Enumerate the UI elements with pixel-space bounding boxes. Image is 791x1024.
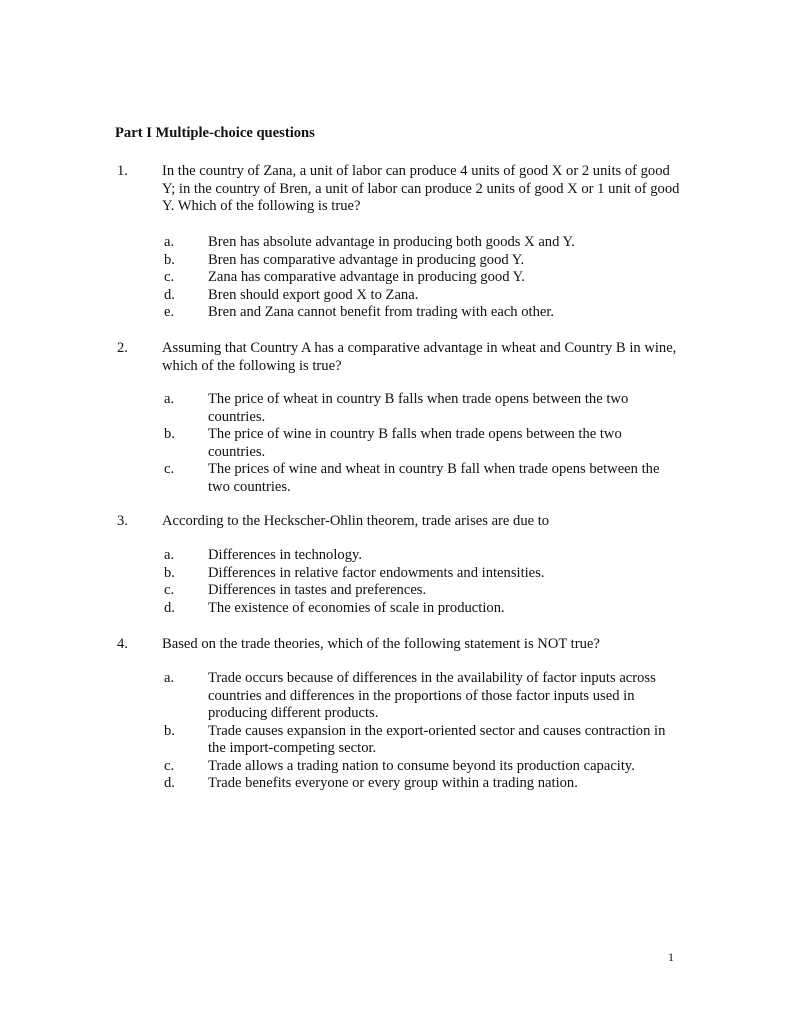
option-letter: a. — [164, 670, 175, 686]
question-text: Assuming that Country A has a comparative advantage in wheat and Country B in wine, which of the following is true? — [162, 340, 677, 374]
question-2-options — [0, 391, 791, 496]
option-text: Zana has comparative advantage in producing good Y. — [208, 269, 525, 285]
option-letter: d. — [164, 286, 175, 303]
option-letter: a. — [164, 391, 175, 407]
option-text: Differences in tastes and preferences. — [208, 582, 427, 598]
option-item — [0, 565, 791, 583]
option-letter: c. — [164, 269, 175, 285]
question-number: 4. — [117, 636, 128, 652]
option-text: The existence of economies of scale in production. — [208, 599, 505, 616]
page-number: 1 — [668, 950, 674, 964]
question-1-options — [0, 234, 791, 322]
option-text: The price of wine in country B falls when trade opens between the two countries. — [208, 426, 622, 460]
option-item — [0, 600, 791, 618]
option-item — [0, 582, 791, 600]
option-letter: a. — [164, 547, 175, 563]
option-item — [0, 304, 791, 322]
option-item — [0, 269, 791, 287]
option-item — [0, 426, 791, 461]
option-letter: d. — [164, 775, 175, 791]
question-number: 2. — [117, 340, 128, 356]
option-text: The price of wheat in country B falls when trade opens between the two countries. — [208, 391, 629, 425]
option-text: Differences in relative factor endowments and intensities. — [208, 564, 545, 581]
option-item — [0, 723, 791, 758]
option-letter: b. — [164, 251, 175, 268]
option-text: Differences in technology. — [208, 547, 362, 563]
option-text: Bren has comparative advantage in producing good Y. — [208, 251, 525, 268]
option-letter: e. — [164, 304, 175, 320]
question-4-options — [0, 670, 791, 793]
option-letter: c. — [164, 461, 175, 477]
option-item — [0, 758, 791, 776]
option-letter: b. — [164, 722, 175, 739]
question-number: 3. — [117, 513, 128, 529]
option-text: Bren should export good X to Zana. — [208, 286, 419, 303]
option-text: Bren and Zana cannot benefit from trading with each other. — [208, 304, 555, 320]
question-text: According to the Heckscher-Ohlin theorem, trade arises are due to — [162, 513, 550, 529]
question-number: 1. — [117, 163, 128, 179]
option-item — [0, 547, 791, 565]
option-item — [0, 252, 791, 270]
page-title: Part I Multiple-choice questions — [115, 125, 315, 141]
option-text: Trade allows a trading nation to consume beyond its production capacity. — [208, 757, 635, 774]
option-text: Trade causes expansion in the export-oriented sector and causes contraction in the import-competing sector. — [208, 722, 666, 756]
option-letter: c. — [164, 582, 175, 598]
option-text: The prices of wine and wheat in country B fall when trade opens between the two countries. — [208, 461, 660, 495]
option-letter: b. — [164, 426, 175, 442]
question-text: In the country of Zana, a unit of labor can produce 4 units of good X or 2 units of good Y; in the country of Bren, a unit of labor can produce 2 units of good X or 1 unit of good Y. Which of the following is true? — [162, 163, 680, 214]
option-letter: b. — [164, 564, 175, 581]
question-3-options — [0, 547, 791, 617]
option-letter: d. — [164, 599, 175, 616]
option-text: Trade occurs because of differences in the availability of factor inputs across countries and differences in the proportions of those factor inputs used in producing different products. — [208, 670, 656, 721]
option-item — [0, 461, 791, 496]
option-item — [0, 234, 791, 252]
option-text: Trade benefits everyone or every group within a trading nation. — [208, 775, 578, 791]
option-text: Bren has absolute advantage in producing both goods X and Y. — [208, 234, 575, 250]
option-item — [0, 391, 791, 426]
option-item — [0, 287, 791, 305]
option-letter: c. — [164, 757, 175, 774]
question-text: Based on the trade theories, which of the following statement is NOT true? — [162, 636, 600, 652]
option-item — [0, 670, 791, 723]
option-letter: a. — [164, 234, 175, 250]
option-item — [0, 775, 791, 793]
